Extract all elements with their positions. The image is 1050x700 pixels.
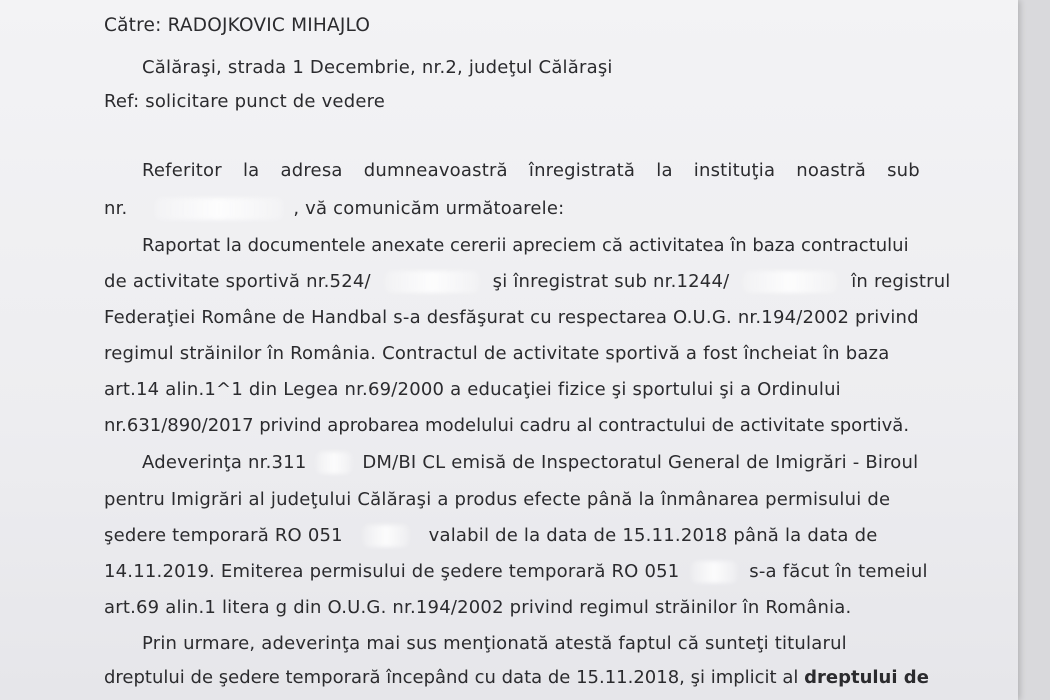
paragraph-3-line-2: pentru Imigrări al judeţului Călăraşi a produs efecte până la înmânarea permisului de [104,489,891,510]
text: valabil de la data de 15.11.2018 până la data de [428,525,878,546]
text: s-a făcut în temeiul [749,561,928,582]
text: 14.11.2019. Emiterea permisului de şedere temporară RO 051 [104,561,680,582]
redaction-mark [363,525,409,547]
text: Adeverinţa nr.311 [142,452,307,473]
text: nr. [104,198,128,219]
text: de activitate sportivă nr.524/ [104,271,371,292]
paragraph-2-line-5: art.14 alin.1^1 din Legea nr.69/2000 a educaţiei fizice şi sportului şi a Ordinului [104,379,841,400]
text: dreptului de şedere temporară începând cu data de 15.11.2018, şi implicit al [104,667,799,688]
bold-text: dreptului de [804,667,929,688]
paragraph-1-line-1 [142,160,920,182]
paragraph-3-line-5: art.69 alin.1 litera g din O.U.G. nr.194/2002 privind regimul străinilor în România. [104,597,852,618]
paragraph-2-line-3: Federaţiei Române de Handbal s-a desfăşurat cu respectarea O.U.G. nr.194/2002 privind [104,307,919,328]
text: DM/BI CL emisă de Inspectoratul General de Imigrări - Biroul [362,452,919,473]
paragraph-4-line-2 [104,667,929,689]
paragraph-1-line-2 [104,198,564,220]
word: sub [887,160,920,181]
word: adresa [280,160,343,181]
paragraph-2-line-6: nr.631/890/2017 privind aprobarea modelului cadru al contractului de activitate sportivă. [104,415,910,436]
address-line: Călăraşi, strada 1 Decembrie, nr.2, judeţul Călăraşi [142,57,613,78]
word: noastră [796,160,866,181]
paragraph-2-line-2 [104,271,951,293]
text: şedere temporară RO 051 [104,525,343,546]
recipient-line: Către: RADOJKOVIC MIHAJLO [104,15,371,36]
word: Referitor [142,160,222,181]
word: înregistrată [528,160,636,181]
redaction-mark [691,561,737,583]
word: la [656,160,673,181]
paragraph-3-line-3 [104,525,877,547]
text: în registrul [851,271,951,292]
redaction-mark [385,271,479,293]
redaction-mark [743,271,837,293]
word: instituţia [693,160,776,181]
word: dumneavoastră [363,160,508,181]
reference-line: Ref: solicitare punct de vedere [104,91,386,112]
paragraph-2-line-1: Raportat la documentele anexate cererii apreciem că activitatea în baza contractului [142,235,909,256]
redaction-mark [316,452,352,474]
paragraph-4-line-1: Prin urmare, adeverinţa mai sus menţionată atestă faptul că sunteţi titularul [142,633,847,654]
paragraph-2-line-4: regimul străinilor în România. Contractul de activitate sportivă a fost încheiat în baza [104,343,890,364]
text: , vă comunicăm următoarele: [293,198,565,219]
paragraph-3-line-1 [142,452,918,474]
text: şi înregistrat sub nr.1244/ [492,271,730,292]
redaction-mark [155,198,283,220]
word: la [242,160,260,181]
paragraph-3-line-4 [104,561,928,583]
